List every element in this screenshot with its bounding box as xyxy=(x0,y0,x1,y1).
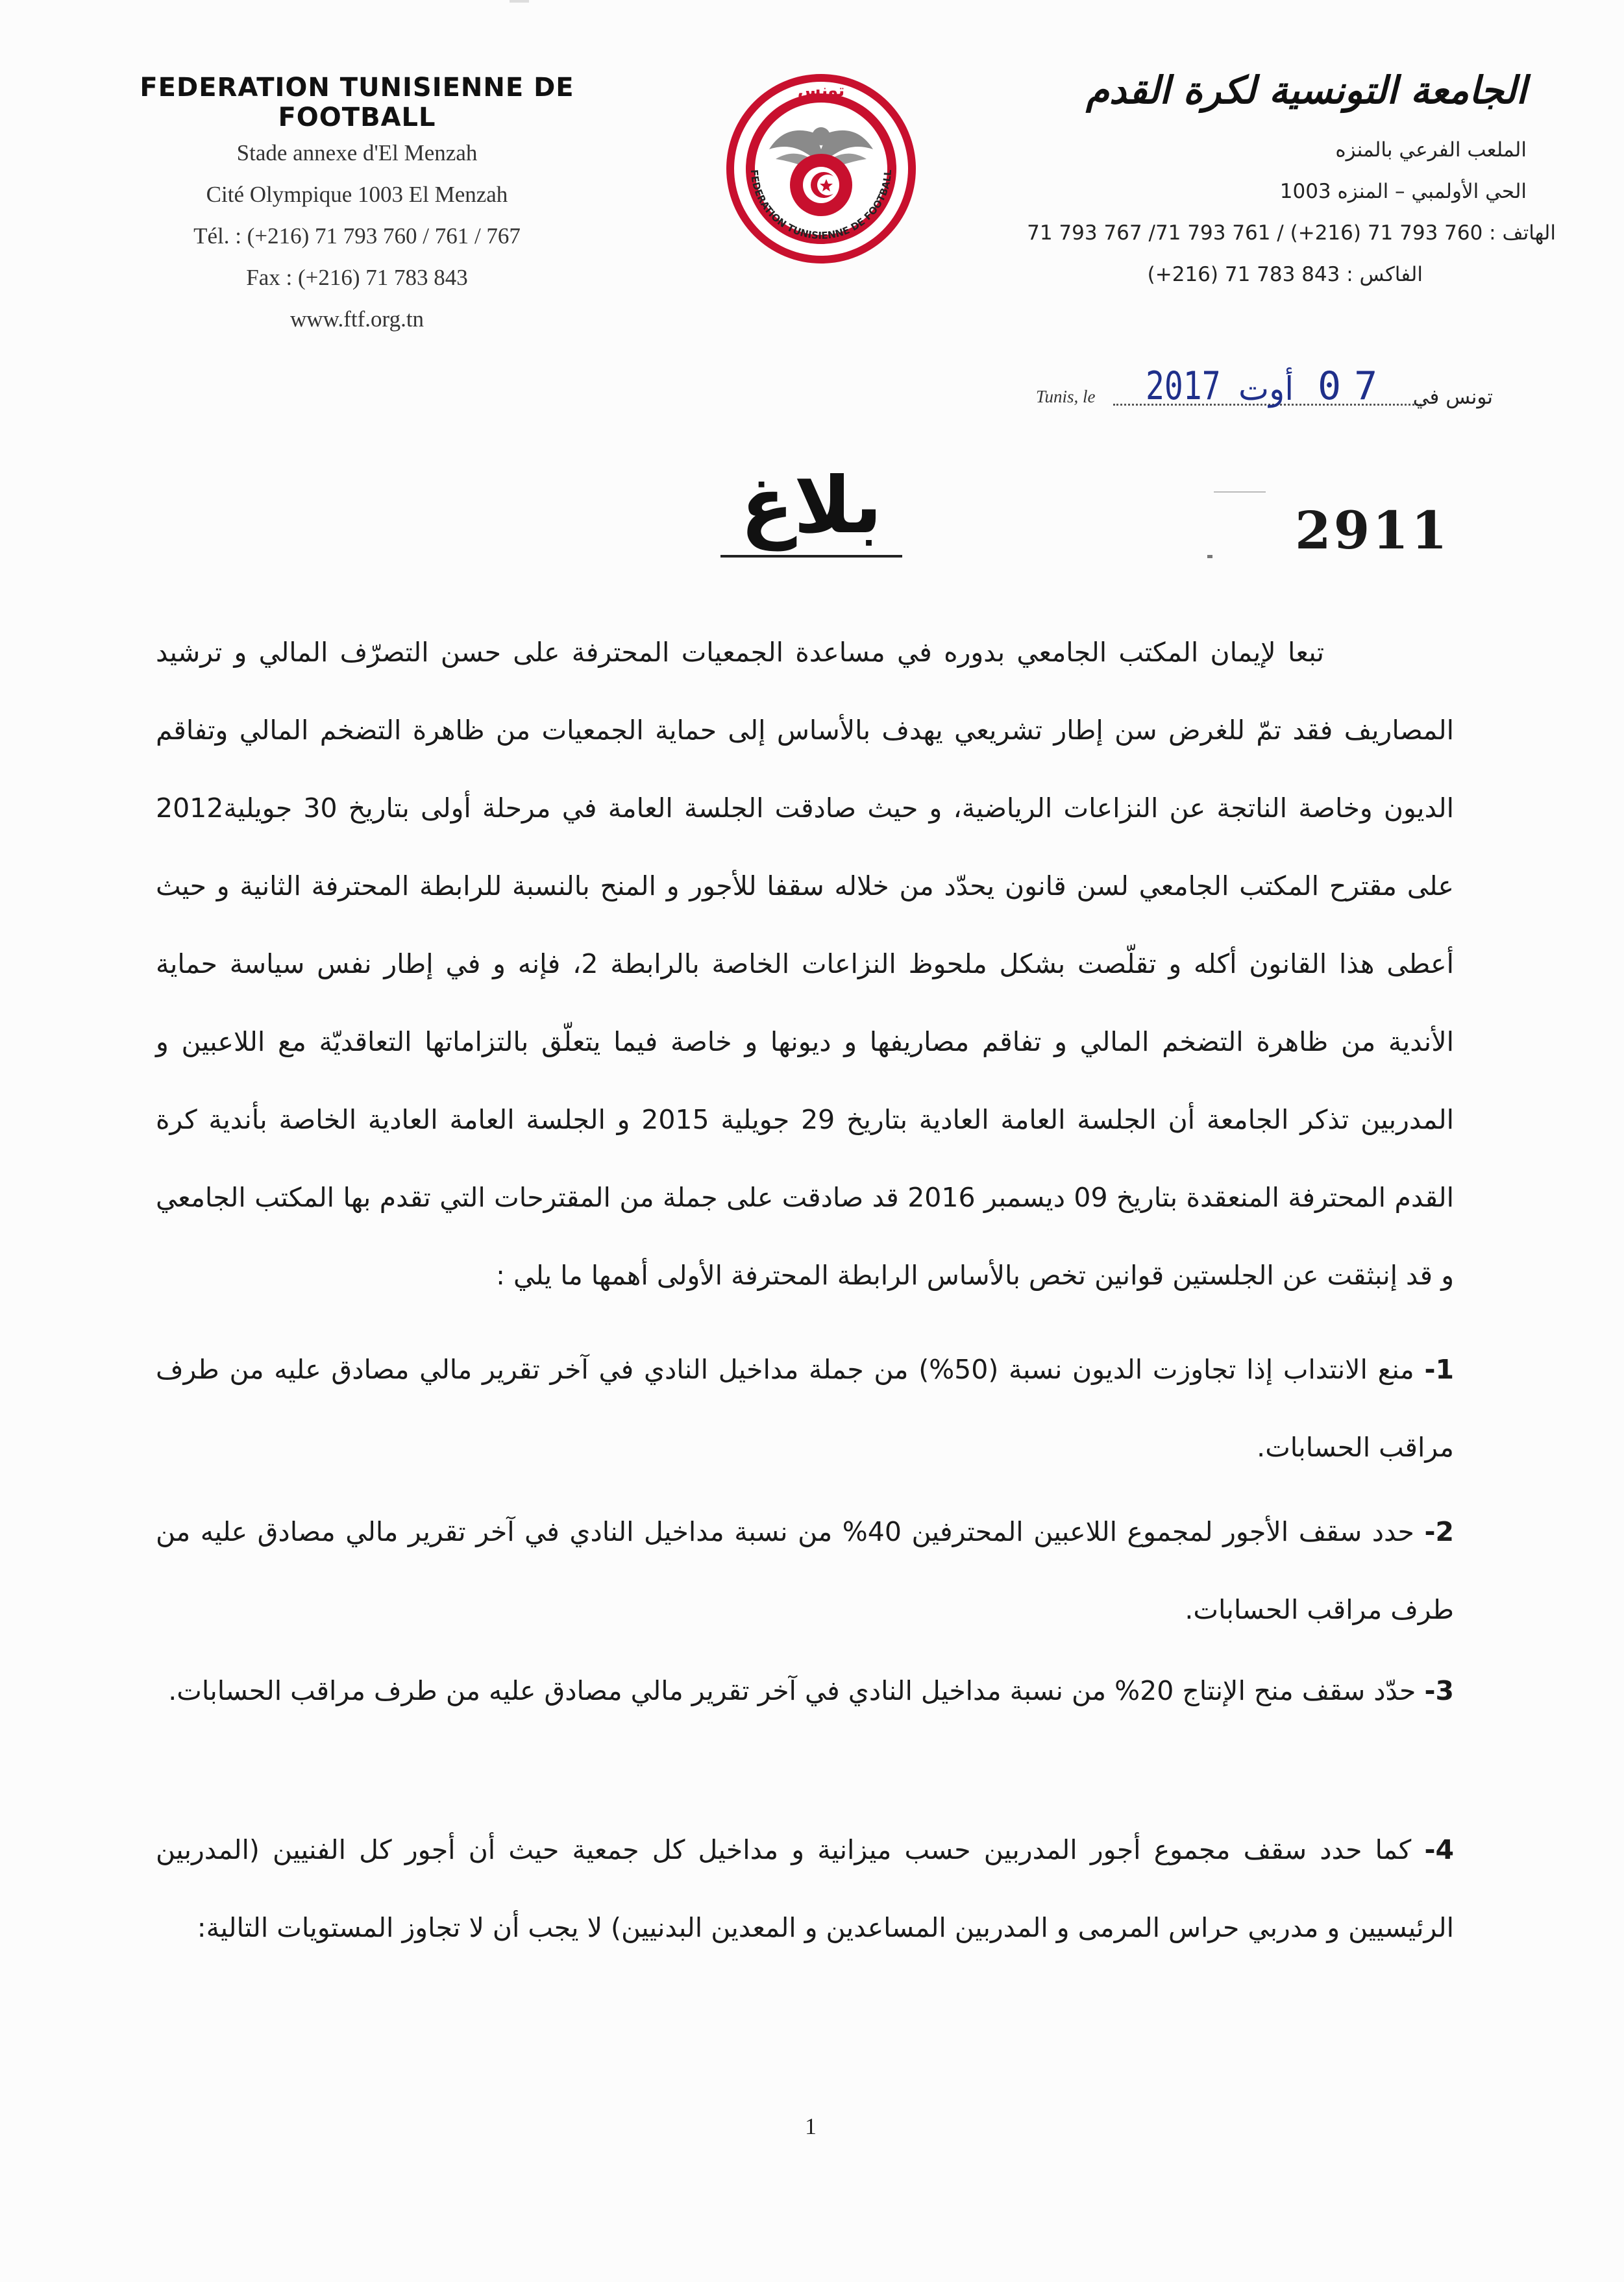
date-label-arabic: تونس في xyxy=(1412,386,1493,409)
list-item-number: 1- xyxy=(1424,1354,1454,1385)
list-item xyxy=(156,1331,1454,1486)
date-label-french: Tunis, le xyxy=(1036,387,1096,406)
date-year: 2017 xyxy=(1146,363,1221,409)
page-number: 1 xyxy=(805,2113,817,2139)
list-item xyxy=(156,1493,1454,1649)
list-item xyxy=(156,1652,1454,1730)
logo-ring-text-path: FEDERATION TUNISIENNE DE FOOTBALL xyxy=(748,169,894,242)
number-dot xyxy=(1207,555,1212,558)
title-text: بلاغ xyxy=(740,461,883,551)
list-item-text: حدّد سقف منح الإنتاج 20% من نسبة مداخيل النادي في آخر تقرير مالي مصادق عليه من طرف مراقب الحسابات. xyxy=(168,1675,1416,1706)
fax-line-arabic: الفاكس : 843 783 71 (216+) xyxy=(1147,263,1423,286)
number-dash xyxy=(1214,491,1266,493)
address-line-arabic: الملعب الفرعي بالمنزه xyxy=(1335,138,1527,162)
address-line: Stade annexe d'El Menzah xyxy=(236,140,478,166)
body-intro-paragraph: تبعا لإيمان المكتب الجامعي بدوره في مساعدة الجمعيات المحترفة على حسن التصرّف المالي و ترشيد المصاريف فقد تمّ للغرض سن إطار تشريعي يهدف بالأساس إلى حماية الجمعيات من ظاهرة التضخم المالي وتفاقم الديون وخاصة الناتجة عن النزاعات الرياضية، و حيث صادقت الجلسة العامة في مرحلة أولى بتاريخ 30 جويلية2012 على مقترح المكتب الجامعي لسن قانون يحدّد من خلاله سقفا للأجور و المنح بالنسبة للرابطة المحترفة الثانية و حيث أعطى هذا القانون أكله و تقلّصت بشكل ملحوظ النزاعات الخاصة بالرابطة 2، فإنه و في إطار نفس سياسة حماية الأندية من ظاهرة التضخم المالي و تفاقم مصاريفها و ديونها و خاصة فيما يتعلّق بالتزاماتها التعاقديّة مع اللاعبين و المدربين تذكر الجامعة أن الجلسة العامة العادية بتاريخ 29 جويلية 2015 و الجلسة العامة العادية الخاصة بأندية كرة القدم المحترفة المنعقدة بتاريخ 09 ديسمبر 2016 قد صادقت على جملة من المقترحات التي تقدم بها المكتب الجامعي و قد إنبثقت عن الجلستين قوانين تخص بالأساس الرابطة المحترفة الأولى أهمها ما يلي : xyxy=(156,637,1455,1291)
website-line: www.ftf.org.tn xyxy=(289,306,424,332)
list-item-text: منع الانتداب إذا تجاوزت الديون نسبة (50%) من جملة مداخيل النادي في آخر تقرير مالي مصادق عليه من طرف مراقب الحسابات. xyxy=(156,1354,1454,1463)
list-item-text: حدد سقف الأجور لمجموع اللاعبين المحترفين 40% من نسبة مداخيل النادي في آخر تقرير مالي مصادق عليه من طرف مراقب الحسابات. xyxy=(156,1516,1454,1625)
phone-line: Tél. : (+216) 71 793 760 / 761 / 767 xyxy=(193,223,521,249)
fax-line: Fax : (+216) 71 783 843 xyxy=(246,265,468,290)
header-french xyxy=(78,73,636,340)
list-item-number: 3- xyxy=(1424,1675,1454,1706)
address-line-arabic: الحي الأولمبي – المنزه 1003 xyxy=(1279,180,1527,203)
date-month: أوت xyxy=(1238,370,1294,408)
federation-logo xyxy=(724,71,918,266)
scan-mark xyxy=(510,0,529,3)
federation-logo-icon xyxy=(724,71,918,266)
org-name-arabic: الجامعة التونسية لكرة القدم xyxy=(1086,68,1527,112)
list-item xyxy=(156,1811,1454,1967)
title-underline xyxy=(720,555,902,558)
list-item-number: 4- xyxy=(1424,1834,1454,1865)
document-title xyxy=(707,458,915,558)
list-item-number: 2- xyxy=(1424,1516,1454,1547)
org-name-french: FEDERATION TUNISIENNE DE FOOTBALL xyxy=(140,73,574,132)
logo-top-text: تونس xyxy=(797,81,845,101)
header-arabic xyxy=(968,68,1556,295)
date-day: 07 xyxy=(1318,363,1391,409)
list-item-text: كما حدد سقف مجموع أجور المدربين حسب ميزانية و مداخيل كل جمعية حيث أن أجور كل الفنيين (المدربين الرئيسيين و مدربي حراس المرمى و المدربين المساعدين و المعدين البدنيين) لا يجب أن لا تجاوز المستويات التالية: xyxy=(156,1834,1454,1943)
date-line xyxy=(1032,363,1506,409)
document-number: 2911 xyxy=(1295,500,1450,561)
address-line: Cité Olympique 1003 El Menzah xyxy=(206,182,508,207)
phone-line-arabic: الهاتف : 760 793 71 (216+) / 761 793 71/ 767 793 71 xyxy=(1027,221,1556,245)
